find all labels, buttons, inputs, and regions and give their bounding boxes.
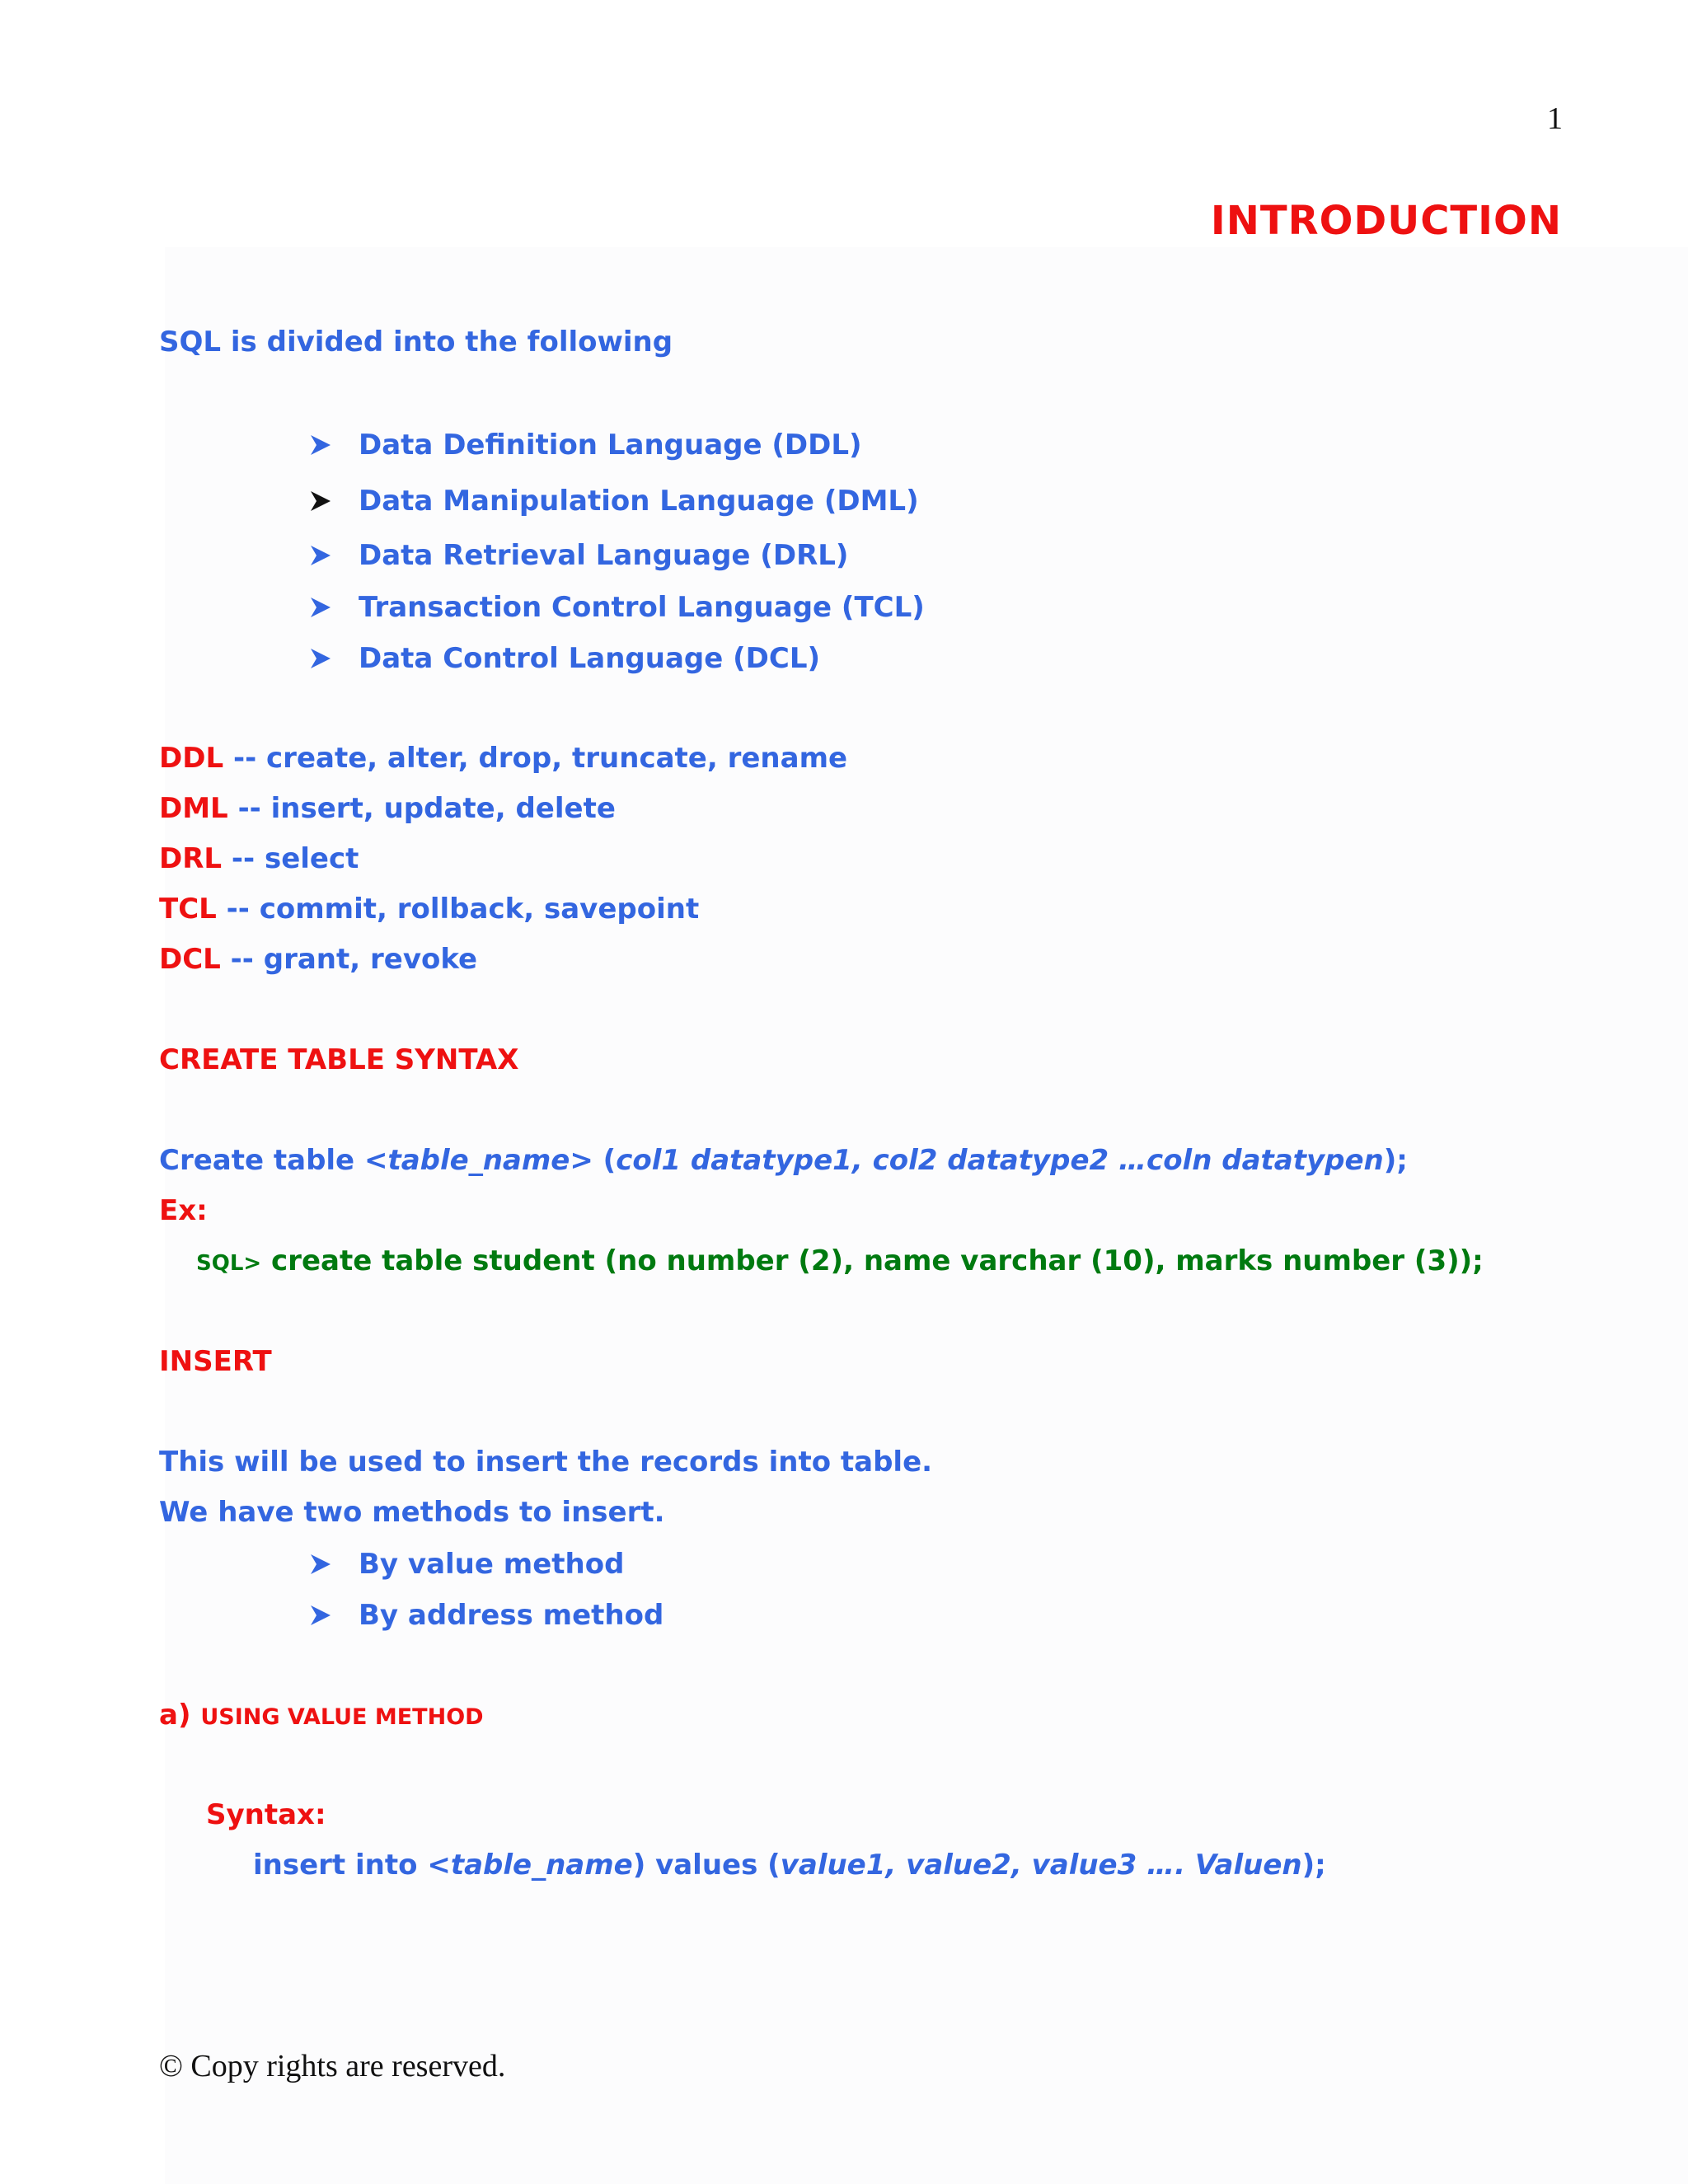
syntax-table-name: <table_name> [363, 1144, 593, 1177]
category-label: Data Definition Language (DDL) [359, 429, 862, 462]
arrowhead-bullet-icon [309, 1553, 332, 1576]
command-name: DDL [159, 742, 224, 775]
command-name: DRL [159, 842, 223, 875]
insert-heading: INSERT [159, 1345, 272, 1378]
page-title: INTRODUCTION [1210, 198, 1562, 244]
syntax-values-keyword: ) values ( [632, 1849, 781, 1882]
arrowhead-bullet-icon [309, 490, 332, 513]
method-label: By address method [359, 1599, 664, 1632]
command-list: commit, rollback, savepoint [259, 893, 700, 926]
value-method-heading [159, 1699, 484, 1732]
command-list: select [264, 842, 359, 875]
command-name: DML [159, 792, 228, 825]
subheading-text: USING VALUE METHOD [200, 1704, 484, 1730]
arrowhead-bullet-icon [309, 596, 332, 619]
syntax-columns: col1 datatype1, col2 datatype2 …coln datatypen [616, 1144, 1384, 1177]
command-separator: -- [223, 742, 267, 775]
syntax-label: Syntax: [206, 1798, 326, 1831]
syntax-keyword: Create table [159, 1144, 364, 1177]
arrowhead-bullet-icon [309, 1604, 332, 1627]
arrowhead-bullet-icon [309, 647, 332, 670]
command-separator: -- [227, 792, 271, 825]
category-label: Data Manipulation Language (DML) [359, 485, 919, 518]
arrowhead-bullet-icon [309, 544, 332, 567]
command-name: DCL [159, 943, 221, 976]
sql-prompt: SQL> [196, 1251, 262, 1276]
category-label: Data Control Language (DCL) [359, 642, 821, 675]
syntax-paren-close: ); [1301, 1849, 1326, 1882]
insert-description-1: This will be used to insert the records into table. [159, 1446, 933, 1479]
category-label: Transaction Control Language (TCL) [359, 591, 925, 624]
arrowhead-bullet-icon [309, 434, 332, 457]
insert-syntax [253, 1849, 1326, 1882]
command-list: grant, revoke [263, 943, 478, 976]
intro-text: SQL is divided into the following [159, 326, 673, 359]
example-label: Ex: [159, 1194, 208, 1227]
copyright-footer: © Copy rights are reserved. [159, 2049, 506, 2083]
subheading-prefix: a) [159, 1699, 201, 1732]
syntax-paren-close: ); [1383, 1144, 1408, 1177]
command-line-dcl [159, 943, 477, 976]
insert-description-2: We have two methods to insert. [159, 1496, 665, 1529]
page-number: 1 [1547, 101, 1563, 136]
create-table-heading: CREATE TABLE SYNTAX [159, 1043, 519, 1076]
command-line-drl [159, 842, 359, 875]
syntax-paren-open: ( [593, 1144, 617, 1177]
sql-statement: create table student (no number (2), name varchar (10), marks number (3)); [261, 1244, 1484, 1277]
command-separator: -- [220, 943, 264, 976]
syntax-table-name: <table_name [427, 1849, 633, 1882]
command-line-ddl [159, 742, 847, 775]
command-separator: -- [222, 842, 265, 875]
command-list: insert, update, delete [270, 792, 616, 825]
syntax-values: value1, value2, value3 …. Valuen [780, 1849, 1302, 1882]
command-list: create, alter, drop, truncate, rename [266, 742, 848, 775]
command-name: TCL [159, 893, 217, 926]
method-label: By value method [359, 1548, 625, 1581]
create-table-syntax [159, 1144, 1408, 1177]
example-statement [196, 1244, 1484, 1277]
category-label: Data Retrieval Language (DRL) [359, 539, 849, 572]
command-separator: -- [216, 893, 260, 926]
command-line-dml [159, 792, 616, 825]
command-line-tcl [159, 893, 699, 926]
syntax-keyword: insert into [253, 1849, 428, 1882]
